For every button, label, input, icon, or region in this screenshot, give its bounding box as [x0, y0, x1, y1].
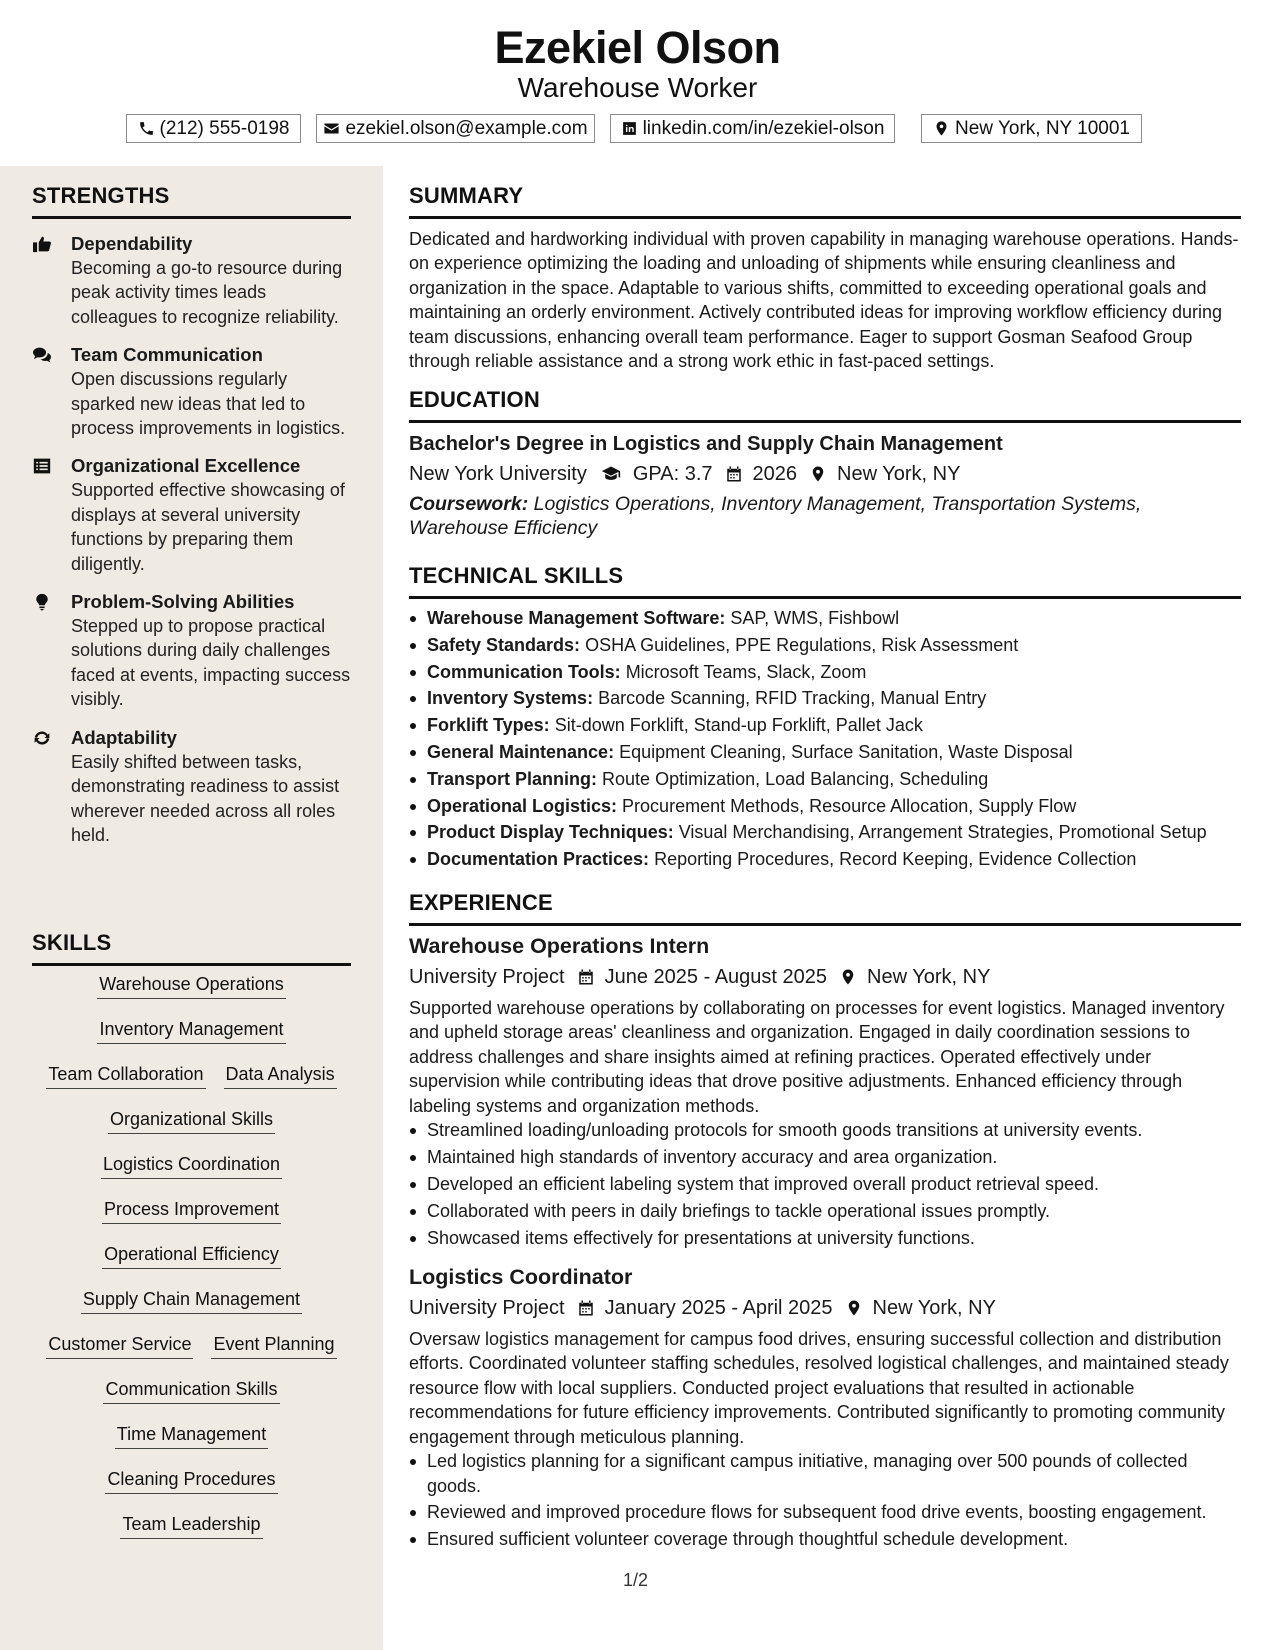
page-number: 1/2: [623, 1570, 649, 1590]
skill-values: Barcode Scanning, RFID Tracking, Manual Entry: [598, 688, 987, 709]
summary-section: [409, 183, 1241, 373]
technical-skill-item: [427, 605, 1241, 632]
technical-skill-item: [427, 659, 1241, 686]
strength-item: [32, 343, 351, 440]
job-location: New York, NY: [872, 1297, 996, 1320]
candidate-name: Ezekiel Olson: [494, 22, 781, 73]
section-title: EDUCATION: [409, 387, 540, 412]
technical-skill-item: [427, 766, 1241, 793]
strength-title: Dependability: [71, 233, 193, 254]
linkedin-icon: [621, 120, 638, 137]
map-pin-icon: [933, 120, 950, 137]
skill-tag: Cleaning Procedures: [105, 1468, 277, 1494]
job-title: Warehouse Operations Intern: [409, 934, 710, 958]
section-rule: [32, 963, 351, 966]
job-bullet: Ensured sufficient volunteer coverage through thoughtful schedule development.: [427, 1527, 1241, 1551]
contact-bar: [126, 114, 1146, 145]
skill-category: Operational Logistics:: [427, 795, 618, 816]
comments-icon: [32, 346, 52, 364]
technical-skill-item: [427, 846, 1241, 873]
skill-tag: Inventory Management: [97, 1018, 285, 1044]
job-location: New York, NY: [867, 966, 991, 988]
skill-row: [32, 1288, 351, 1333]
envelope-icon: [323, 120, 340, 137]
experience-section: [409, 890, 1241, 1554]
skill-row: [32, 1513, 351, 1558]
skill-row: [32, 1018, 351, 1063]
map-pin-icon: [845, 1299, 863, 1317]
strength-desc: Becoming a go-to resource during peak activity times leads colleagues to recognize reliability.: [71, 258, 343, 327]
job-org: University Project: [409, 1297, 565, 1320]
section-title: SUMMARY: [409, 183, 524, 208]
skill-values: Microsoft Teams, Slack, Zoom: [625, 661, 867, 682]
job-bullet: Led logistics planning for a significant campus initiative, managing over 500 pounds of collected goods.: [427, 1449, 1241, 1498]
graduation-cap-icon: [599, 464, 623, 484]
strength-desc: Stepped up to propose practical solutions during daily challenges faced at events, impacting success visibly.: [71, 616, 351, 710]
skill-tag: Process Improvement: [102, 1198, 281, 1224]
calendar-icon: [577, 968, 595, 986]
education-section: [409, 387, 1241, 540]
school-name: New York University: [409, 463, 587, 485]
section-rule: [409, 923, 1241, 926]
strength-title: Adaptability: [71, 726, 177, 748]
skill-values: Visual Merchandising, Arrangement Strategies, Promotional Setup: [678, 822, 1207, 843]
section-title: TECHNICAL SKILLS: [409, 563, 624, 588]
skills-list: [32, 973, 351, 1558]
contact-phone[interactable]: [126, 114, 301, 143]
strength-desc: Supported effective showcasing of displays at several university functions by preparing them diligently.: [71, 480, 345, 574]
contact-text: New York, NY 10001: [955, 117, 1130, 139]
skill-values: Procurement Methods, Resource Allocation, Supply Flow: [622, 795, 1077, 816]
skill-row: [32, 1063, 351, 1108]
skill-row: [32, 1198, 351, 1243]
job-bullets: [409, 1118, 1241, 1250]
strength-item: [32, 726, 351, 848]
job-bullets: [409, 1449, 1241, 1552]
skill-tag: Team Collaboration: [46, 1063, 205, 1089]
strength-desc: Open discussions regularly sparked new ideas that led to process improvements in logistics.: [71, 369, 346, 439]
skill-category: Inventory Systems:: [427, 688, 594, 709]
coursework-list: Logistics Operations, Inventory Management, Transportation Systems, Warehouse Efficiency: [409, 493, 1142, 539]
resume-header: [0, 0, 1275, 166]
job-entry: [409, 932, 1241, 1250]
job-dates: January 2025 - April 2025: [604, 1297, 833, 1320]
technical-skills-list: [409, 605, 1241, 873]
technical-skill-item: [427, 739, 1241, 766]
job-bullet: Developed an efficient labeling system that improved overall product retrieval speed.: [427, 1172, 1241, 1196]
skill-values: OSHA Guidelines, PPE Regulations, Risk Assessment: [585, 634, 1019, 655]
summary-text: Dedicated and hardworking individual with proven capability in managing warehouse operations. Hands-on experience optimizing the loading and unloading of shipments while ensuring cleanliness and organization in the space. Adaptable to various shifts, committed to exceeding operational goals and maintaining an orderly environment. Actively contributed ideas for improving workflow efficiency during team discussions, enhancing overall team performance. Eager to support Gosman Seafood Group through reliable assistance and a strong work ethic in fast-paced settings.: [409, 229, 1239, 372]
coursework: [409, 492, 1241, 540]
gpa: GPA: 3.7: [632, 463, 713, 485]
strength-desc: Easily shifted between tasks, demonstrating readiness to assist wherever needed across all roles held.: [71, 751, 340, 845]
skill-row: [32, 1333, 351, 1378]
skill-category: Warehouse Management Software:: [427, 608, 726, 628]
skill-tag: Supply Chain Management: [81, 1288, 302, 1314]
skill-row: [32, 1108, 351, 1153]
skill-tag: Operational Efficiency: [102, 1243, 281, 1269]
job-description: Supported warehouse operations by collaborating on processes for event logistics. Managed inventory and upheld storage areas' cleanliness and organization. Engaged in daily coordination sessions to address challenges and share insights aimed at refining practices. Operated effectively under supervision while contributing ideas that drove positive adjustments. Enhanced efficiency through labeling systems and organization methods.: [409, 998, 1225, 1116]
job-title: Logistics Coordinator: [409, 1265, 633, 1290]
technical-skill-item: [427, 819, 1241, 846]
section-rule: [409, 420, 1241, 423]
strength-item: [32, 454, 351, 576]
job-bullet: Collaborated with peers in daily briefings to tackle operational issues promptly.: [427, 1199, 1241, 1223]
strength-item: [32, 232, 351, 329]
skill-row: [32, 1153, 351, 1198]
jobs-list: [409, 932, 1241, 1552]
skill-values: Reporting Procedures, Record Keeping, Evidence Collection: [654, 849, 1137, 870]
skill-category: Transport Planning:: [427, 768, 598, 789]
graduation-year: 2026: [752, 463, 798, 485]
contact-email[interactable]: [316, 114, 595, 143]
skill-tag: Logistics Coordination: [101, 1153, 282, 1179]
technical-skill-item: [427, 685, 1241, 712]
section-rule: [409, 216, 1241, 219]
skill-tag: Team Leadership: [120, 1513, 262, 1539]
section-title: SKILLS: [32, 930, 112, 955]
strength-title: Problem-Solving Abilities: [71, 591, 295, 613]
candidate-title: Warehouse Worker: [517, 72, 758, 103]
job-org: University Project: [409, 966, 565, 988]
job-bullet: Streamlined loading/unloading protocols for smooth goods transitions at university events.: [427, 1118, 1241, 1142]
job-meta: [409, 963, 1241, 991]
skill-row: [32, 1378, 351, 1423]
skill-row: [32, 1423, 351, 1468]
technical-skill-item: [427, 712, 1241, 739]
lightbulb-icon: [32, 593, 52, 611]
job-bullet: Reviewed and improved procedure flows for subsequent food drive events, boosting engagement.: [427, 1500, 1241, 1524]
education-meta: [409, 460, 1241, 488]
contact-text: ezekiel.olson@example.com: [345, 117, 588, 139]
strength-item: [32, 590, 351, 712]
section-title: STRENGTHS: [32, 183, 170, 208]
skill-row: [32, 1468, 351, 1513]
list-alt-icon: [32, 457, 52, 475]
skill-row: [32, 1243, 351, 1288]
technical-skill-item: [427, 793, 1241, 820]
skill-tag: Event Planning: [211, 1333, 336, 1359]
skill-tag: Data Analysis: [224, 1063, 337, 1089]
skill-category: Communication Tools:: [427, 661, 621, 682]
skill-tag: Warehouse Operations: [97, 973, 285, 999]
skill-values: SAP, WMS, Fishbowl: [730, 608, 900, 628]
degree-title: Bachelor's Degree in Logistics and Supply Chain Management: [409, 433, 1003, 455]
skill-category: Documentation Practices:: [427, 849, 650, 870]
sync-icon: [32, 729, 52, 747]
thumbs-up-icon: [32, 235, 52, 253]
job-bullet: Maintained high standards of inventory accuracy and area organization.: [427, 1145, 1241, 1169]
calendar-icon: [577, 1299, 595, 1317]
coursework-label: Coursework:: [409, 493, 529, 515]
skills-section: [32, 930, 351, 966]
job-bullet: Showcased items effectively for presentations at university functions.: [427, 1226, 1241, 1250]
skill-tag: Customer Service: [46, 1333, 193, 1359]
job-entry: [409, 1263, 1241, 1552]
skill-tag: Communication Skills: [103, 1378, 279, 1404]
school-location: New York, NY: [837, 463, 961, 485]
skill-row: [32, 973, 351, 1018]
skill-category: Product Display Techniques:: [427, 822, 674, 843]
skill-category: Forklift Types:: [427, 715, 550, 736]
section-rule: [32, 216, 351, 219]
contact-location: [921, 114, 1142, 143]
skill-tag: Organizational Skills: [108, 1108, 275, 1134]
contact-text: linkedin.com/in/ezekiel-olson: [642, 117, 885, 139]
job-meta: [409, 1294, 1241, 1322]
strengths-section: [32, 183, 351, 861]
strength-title: Team Communication: [71, 344, 263, 366]
strength-title: Organizational Excellence: [71, 455, 301, 477]
skill-tag: Time Management: [115, 1423, 268, 1449]
job-dates: June 2025 - August 2025: [604, 966, 828, 988]
section-title: EXPERIENCE: [409, 890, 553, 915]
phone-icon: [138, 120, 155, 137]
technical-skills-section: [409, 563, 1241, 873]
skill-category: Safety Standards:: [427, 634, 581, 655]
section-rule: [409, 596, 1241, 599]
map-pin-icon: [839, 968, 857, 986]
skill-values: Route Optimization, Load Balancing, Scheduling: [602, 768, 989, 789]
skill-category: General Maintenance:: [427, 741, 615, 762]
skill-values: Sit-down Forklift, Stand-up Forklift, Pallet Jack: [554, 715, 923, 736]
map-pin-icon: [809, 465, 827, 483]
job-description: Oversaw logistics management for campus food drives, ensuring successful collection and distribution efforts. Coordinated volunteer staffing schedules, resolved logistical challenges, and maintained steady resource flow with local suppliers. Conducted project evaluations that resulted in actionable recommendations for future efficiency improvements. Contributed significantly to promoting community engagement through meticulous planning.: [409, 1329, 1229, 1447]
calendar-icon: [725, 465, 743, 483]
contact-text: (212) 555-0198: [159, 117, 290, 139]
skill-values: Equipment Cleaning, Surface Sanitation, Waste Disposal: [619, 741, 1073, 762]
technical-skill-item: [427, 632, 1241, 659]
contact-linkedin[interactable]: [610, 114, 895, 143]
